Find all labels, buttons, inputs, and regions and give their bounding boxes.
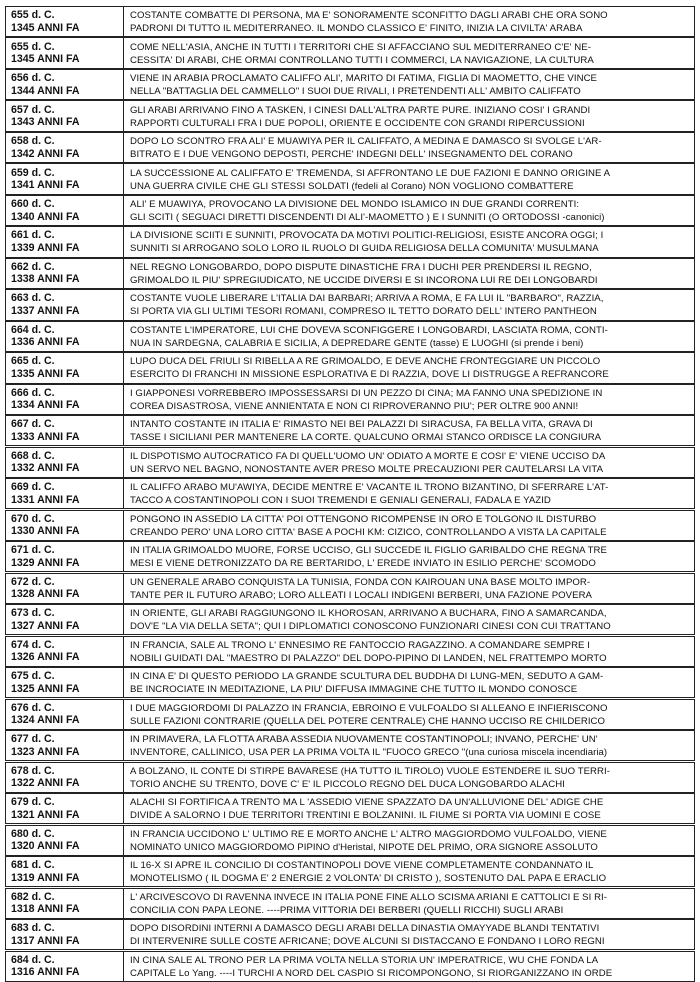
event-line: ALACHI SI FORTIFICA A TRENTO MA L 'ASSEDIO VIENE SPAZZATO DA UN'ALLUVIONE DEL' ADIGE CHE: [130, 797, 604, 809]
timeline-row: [5, 37, 695, 68]
years-ago-label: 1320 ANNI FA: [11, 840, 80, 853]
event-line: NELLA "BATTAGLIA DEL CAMMELLO" I SUOI DUE RIVALI, I PRETENDENTI ALL' AMBITO CALIFFATO: [130, 86, 581, 98]
years-ago-label: 1335 ANNI FA: [11, 367, 80, 380]
date-cell: [6, 952, 124, 981]
event-text: [124, 889, 694, 918]
years-ago-label: 1342 ANNI FA: [11, 147, 80, 160]
timeline-row: [5, 699, 695, 730]
event-line: DOV'E "LA VIA DELLA SETA"; QUI I DIPLOMATICI CONOSCONO FUNZIONARI CINESI CON CUI TRATTANO: [130, 621, 611, 633]
year-label: 667 d. C.: [11, 418, 55, 431]
year-label: 673 d. C.: [11, 607, 55, 620]
date-cell: [6, 196, 124, 225]
year-label: 681 d. C.: [11, 859, 55, 872]
event-text: [124, 794, 694, 823]
year-label: 680 d. C.: [11, 827, 55, 840]
years-ago-label: 1331 ANNI FA: [11, 493, 80, 506]
date-cell: [6, 133, 124, 162]
date-cell: [6, 857, 124, 886]
year-label: 669 d. C.: [11, 481, 55, 494]
date-cell: [6, 763, 124, 792]
date-cell: [6, 353, 124, 382]
date-cell: [6, 889, 124, 918]
date-cell: [6, 448, 124, 477]
year-label: 678 d. C.: [11, 764, 55, 777]
years-ago-label: 1322 ANNI FA: [11, 777, 80, 790]
date-cell: [6, 700, 124, 729]
year-label: 659 d. C.: [11, 166, 55, 179]
timeline-row: [5, 762, 695, 793]
event-line: GLI SCITI ( SEGUACI DIRETTI DISCENDENTI DI ALI'-MAOMETTO ) E I SUNNITI (O ORTODOSSI -canonici): [130, 212, 605, 223]
event-text: [124, 542, 694, 571]
timeline-row: [5, 384, 695, 415]
event-line: RAPPORTI CULTURALI FRA I DUE POPOLI, ORIENTE E OCCIDENTE CON GRANDI RIPERCUSSIONI: [130, 117, 585, 129]
event-text: [124, 763, 694, 792]
event-line: IL DISPOTISMO AUTOCRATICO FA DI QUELL'UOMO UN' ODIATO A MORTE E COSI' E' VIENE UCCISO DA: [130, 450, 606, 462]
event-text: [124, 385, 694, 414]
year-label: 657 d. C.: [11, 103, 55, 116]
year-label: 658 d. C.: [11, 135, 55, 148]
year-label: 663 d. C.: [11, 292, 55, 305]
years-ago-label: 1329 ANNI FA: [11, 556, 80, 569]
timeline-row: [5, 667, 695, 698]
event-line: GRIMOALDO IL PIU' SPREGIUDICATO, NE UCCIDE DIVERSI E SI INCORONA LUI RE DEI LONGOBARDI: [130, 274, 598, 286]
year-label: 666 d. C.: [11, 386, 55, 399]
event-line: DOPO LO SCONTRO FRA ALI' E MUAWIYA PER IL CALIFFATO, A MEDINA E DAMASCO SI SVOLGE L'AR-: [130, 136, 602, 148]
event-line: COREA DISASTROSA, VIENE ANNIENTATA E NON CI RIPROVERANNO PIU'; PER OLTRE 900 ANNI!: [130, 400, 579, 412]
event-line: CAPITALE Lo Yang. ----I TURCHI A NORD DEL CASPIO SI RICOMPONGONO, SI RIORGANIZZANO IN ORDE: [130, 967, 613, 979]
timeline-row: [5, 793, 695, 824]
timeline-row: [5, 510, 695, 541]
event-line: NEL REGNO LONGOBARDO, DOPO DISPUTE DINASTICHE FRA I DUCHI PER PRENDERSI IL REGNO,: [130, 261, 592, 273]
event-line: LA DIVISIONE SCIITI E SUNNITI, PROVOCATA DA MOTIVI POLITICI-RELIGIOSI, ESISTE ANCORA OGGI; I: [130, 230, 604, 242]
timeline-row: [5, 604, 695, 635]
event-line: I DUE MAGGIORDOMI DI PALAZZO IN FRANCIA, EBROINO E VULFOALDO SI ALLEANO E INFIERISCONO: [130, 702, 608, 714]
timeline-row: [5, 6, 695, 37]
timeline-row: [5, 258, 695, 289]
event-line: TANTE PER IL FUTURO ARABO; LORO ALLEATI I LOCALI INDIGENI BERBERI, UNA FAZIONE POVERA: [130, 589, 593, 601]
event-line: IN PRIMAVERA, LA FLOTTA ARABA ASSEDIA NUOVAMENTE COSTANTINOPOLI; INVANO, PERCHE' UN': [130, 734, 598, 746]
event-text: [124, 70, 694, 99]
event-text: [124, 605, 694, 634]
event-line: MESI E VIENE DETRONIZZATO DA RE BERTARIDO, L' EREDE INVIATO IN ESILIO PERCHE' SCOMODO: [130, 558, 596, 570]
timeline-row: [5, 573, 695, 604]
timeline-row: [5, 636, 695, 667]
year-label: 679 d. C.: [11, 796, 55, 809]
event-line: IN ORIENTE, GLI ARABI RAGGIUNGONO IL KHOROSAN, ARRIVANO A BUCHARA, FINO A SAMARCANDA,: [130, 608, 607, 620]
years-ago-label: 1321 ANNI FA: [11, 808, 80, 821]
event-line: NOMINATO UNICO MAGGIORDOMO PIPINO d'Heristal, NIPOTE DEL PRIMO, ORA SIGNORE ASSOLUTO: [130, 841, 598, 853]
event-line: CREANDO PERO' UNA LORO CITTA' BASE A POCHI KM: CIZICO, CONTROLLANDO A VISTA LA CAPITALE: [130, 526, 607, 538]
timeline-row: [5, 447, 695, 478]
event-line: PONGONO IN ASSEDIO LA CITTA' POI OTTENGONO RICOMPENSE IN ORO E TOLGONO IL DISTURBO: [130, 513, 597, 525]
year-label: 671 d. C.: [11, 544, 55, 557]
years-ago-label: 1338 ANNI FA: [11, 273, 80, 286]
timeline-row: [5, 352, 695, 383]
event-line: DI INTERVENIRE SULLE COSTE AFRICANE; DOVE ALCUNI SI DISTACCANO E FONDANO I LORO REGNI: [130, 936, 605, 948]
years-ago-label: 1319 ANNI FA: [11, 871, 80, 884]
event-text: [124, 290, 694, 319]
timeline-row: [5, 321, 695, 352]
event-text: [124, 322, 694, 351]
year-label: 655 d. C.: [11, 9, 55, 22]
year-label: 664 d. C.: [11, 323, 55, 336]
event-line: SUNNITI SI ARROGANO SOLO LORO IL RUOLO DI GUIDA RELIGIOSA DELLA COMUNITA' MUSULMANA: [130, 243, 599, 255]
event-text: [124, 857, 694, 886]
event-line: A BOLZANO, IL CONTE DI STIRPE BAVARESE (HA TUTTO IL TIROLO) VUOLE ESTENDERE IL SUO TERRI-: [130, 765, 610, 777]
years-ago-label: 1343 ANNI FA: [11, 116, 80, 129]
event-line: MONOTELISMO ( IL DOGMA E' 2 ENERGIE 2 VOLONTA' DI CRISTO ), SOSTENUTO DAL PAPA E ERACLIO: [130, 873, 607, 885]
event-line: IL 16-X SI APRE IL CONCILIO DI COSTANTINOPOLI DOVE VIENE COMPLETAMENTE CONDANNATO IL: [130, 860, 594, 872]
event-line: TORIO ANCHE SU TRENTO, DOVE C' E' IL PICCOLO REGNO DEL DUCA LONGOBARDO ALACHI: [130, 778, 565, 790]
event-text: [124, 637, 694, 666]
event-line: I GIAPPONESI VORREBBERO IMPOSSESSARSI DI UN PEZZO DI CINA; MA FANNO UNA SPEDIZIONE IN: [130, 387, 603, 399]
timeline-table: [5, 6, 695, 982]
years-ago-label: 1327 ANNI FA: [11, 619, 80, 632]
timeline-row: [5, 856, 695, 887]
timeline-row: [5, 69, 695, 100]
timeline-row: [5, 888, 695, 919]
date-cell: [6, 668, 124, 697]
years-ago-label: 1324 ANNI FA: [11, 714, 80, 727]
years-ago-label: 1340 ANNI FA: [11, 210, 80, 223]
event-line: ALI' E MUAWIYA, PROVOCANO LA DIVISIONE DEL MONDO ISLAMICO IN DUE GRANDI CORRENTI:: [130, 199, 580, 210]
year-label: 683 d. C.: [11, 922, 55, 935]
date-cell: [6, 574, 124, 603]
year-label: 662 d. C.: [11, 260, 55, 273]
event-text: [124, 511, 694, 540]
timeline-row: [5, 478, 695, 509]
years-ago-label: 1326 ANNI FA: [11, 651, 80, 664]
years-ago-label: 1337 ANNI FA: [11, 304, 80, 317]
year-label: 661 d. C.: [11, 229, 55, 242]
year-label: 655 d. C.: [11, 40, 55, 53]
year-label: 670 d. C.: [11, 512, 55, 525]
timeline-row: [5, 415, 695, 446]
event-line: ESERCITO DI FRANCHI IN MISSIONE ESPLORATIVA E DI RAZZIA, DOVE LI DISTRUGGE A REFRANCORE: [130, 369, 609, 381]
date-cell: [6, 164, 124, 193]
date-cell: [6, 826, 124, 855]
event-text: [124, 164, 694, 193]
years-ago-label: 1330 ANNI FA: [11, 525, 80, 538]
event-text: [124, 101, 694, 130]
event-line: UN GENERALE ARABO CONQUISTA LA TUNISIA, FONDA CON KAIROUAN UNA BASE MOLTO IMPOR-: [130, 576, 591, 588]
years-ago-label: 1336 ANNI FA: [11, 336, 80, 349]
event-text: [124, 353, 694, 382]
event-line: INTANTO COSTANTE IN ITALIA E' RIMASTO NEI BEI PALAZZI DI SIRACUSA, FA BELLA VITA, GRAVA DI: [130, 419, 593, 431]
timeline-row: [5, 132, 695, 163]
date-cell: [6, 227, 124, 256]
date-cell: [6, 920, 124, 949]
event-line: GLI ARABI ARRIVANO FINO A TASKEN, I CINESI DALL'ALTRA PARTE PURE. INIZIANO COSI' I GRANDI: [130, 104, 591, 116]
date-cell: [6, 7, 124, 36]
event-line: BITRATO E I DUE VENGONO DEPOSTI, PERCHE' INDEGNI DELL' INSEGNAMENTO DEL CORANO: [130, 149, 573, 161]
event-line: INVENTORE, CALLINICO, USA PER LA PRIMA VOLTA IL "FUOCO GRECO "(una curiosa miscela incendiaria): [130, 747, 608, 759]
years-ago-label: 1317 ANNI FA: [11, 934, 80, 947]
year-label: 672 d. C.: [11, 575, 55, 588]
event-text: [124, 920, 694, 949]
date-cell: [6, 70, 124, 99]
event-line: TACCO A COSTANTINOPOLI CON I SUOI TREMENDI E GENIALI GENERALI, FADALA E YAZID: [130, 495, 551, 507]
event-text: [124, 259, 694, 288]
event-text: [124, 479, 694, 508]
event-line: IN FRANCIA UCCIDONO L' ULTIMO RE E MORTO ANCHE L' ALTRO MAGGIORDOMO VULFOALDO, VIENE: [130, 828, 607, 840]
event-line: LA SUCCESSIONE AL CALIFFATO E' TREMENDA, SI AFFRONTANO LE DUE FAZIONI E DANNO ORIGINE A: [130, 167, 611, 179]
years-ago-label: 1318 ANNI FA: [11, 903, 80, 916]
date-cell: [6, 511, 124, 540]
event-line: COME NELL'ASIA, ANCHE IN TUTTI I TERRITORI CHE SI AFFACCIANO SUL MEDITERRANEO C'E' NE-: [130, 41, 591, 53]
event-line: TASSE I SICILIANI PER MANTENERE LA CORTE. QUALCUNO ORMAI STANCO ORDISCE LA CONGIURA: [130, 432, 602, 444]
event-text: [124, 133, 694, 162]
date-cell: [6, 259, 124, 288]
date-cell: [6, 290, 124, 319]
years-ago-label: 1325 ANNI FA: [11, 682, 80, 695]
date-cell: [6, 479, 124, 508]
event-text: [124, 196, 694, 225]
years-ago-label: 1344 ANNI FA: [11, 84, 80, 97]
timeline-row: [5, 541, 695, 572]
event-text: [124, 731, 694, 760]
year-label: 682 d. C.: [11, 890, 55, 903]
years-ago-label: 1339 ANNI FA: [11, 241, 80, 254]
year-label: 668 d. C.: [11, 449, 55, 462]
event-line: IN FRANCIA, SALE AL TRONO L' ENNESIMO RE FANTOCCIO RAGAZZINO. A COMANDARE SEMPRE I: [130, 639, 590, 651]
years-ago-label: 1316 ANNI FA: [11, 966, 80, 979]
event-line: COSTANTE VUOLE LIBERARE L'ITALIA DAI BARBARI; ARRIVA A ROMA, E FA LUI IL "BARBARO", RAZZIA,: [130, 293, 604, 305]
event-line: SI PORTA VIA GLI ULTIMI TESORI ROMANI, COMPRESO IL TETTO DORATO DELL' INTERO PANTHEON: [130, 306, 597, 318]
year-label: 674 d. C.: [11, 638, 55, 651]
date-cell: [6, 38, 124, 67]
timeline-row: [5, 289, 695, 320]
timeline-row: [5, 195, 695, 226]
event-text: [124, 7, 694, 36]
year-label: 665 d. C.: [11, 355, 55, 368]
event-line: DIVIDE A SALORNO I DUE TERRITORI TRENTINI E BOLZANINI. IL FIUME SI PORTA VIA UOMINI E COSE: [130, 810, 601, 822]
years-ago-label: 1333 ANNI FA: [11, 430, 80, 443]
years-ago-label: 1345 ANNI FA: [11, 53, 80, 66]
date-cell: [6, 322, 124, 351]
year-label: 684 d. C.: [11, 953, 55, 966]
event-line: IN ITALIA GRIMOALDO MUORE, FORSE UCCISO, GLI SUCCEDE IL FIGLIO GARIBALDO CHE REGNA TRE: [130, 545, 607, 557]
date-cell: [6, 637, 124, 666]
event-line: IN CINA E' DI QUESTO PERIODO LA GRANDE SCULTURA DEL BUDDHA DI LUNG-MEN, SEDUTO A GAM-: [130, 671, 604, 683]
timeline-row: [5, 730, 695, 761]
year-label: 675 d. C.: [11, 670, 55, 683]
event-line: COSTANTE L'IMPERATORE, LUI CHE DOVEVA SCONFIGGERE I LONGOBARDI, LASCIATA ROMA, CONTI-: [130, 324, 608, 336]
year-label: 677 d. C.: [11, 733, 55, 746]
date-cell: [6, 101, 124, 130]
years-ago-label: 1328 ANNI FA: [11, 588, 80, 601]
year-label: 676 d. C.: [11, 701, 55, 714]
year-label: 656 d. C.: [11, 72, 55, 85]
date-cell: [6, 731, 124, 760]
years-ago-label: 1345 ANNI FA: [11, 21, 80, 34]
event-text: [124, 227, 694, 256]
year-label: 660 d. C.: [11, 198, 55, 210]
event-line: NUA IN SARDEGNA, CALABRIA E SICILIA, A DEPREDARE GENTE (tasse) E LUOGHI (si prende i beni): [130, 337, 584, 349]
date-cell: [6, 542, 124, 571]
event-line: UNA GUERRA CIVILE CHE GLI STESSI SOLDATI (fedeli al Corano) NON VOGLIONO COMBATTERE: [130, 180, 574, 192]
event-line: IL CALIFFO ARABO MU'AWIYA, DECIDE MENTRE E' VACANTE IL TRONO BIZANTINO, DI SFERRARE L'AT-: [130, 482, 609, 494]
event-line: L' ARCIVESCOVO DI RAVENNA INVECE IN ITALIA PONE FINE ALLO SCISMA ARIANI E CATTOLICI E SI RI-: [130, 891, 608, 903]
timeline-row: [5, 100, 695, 131]
event-text: [124, 416, 694, 445]
event-text: [124, 700, 694, 729]
date-cell: [6, 794, 124, 823]
event-line: UN SERVO NEL BAGNO, NONOSTANTE AVER PRESO MOLTE PRECAUZIONI PER CAUTELARSI LA VITA: [130, 463, 604, 475]
years-ago-label: 1341 ANNI FA: [11, 179, 80, 192]
timeline-row: [5, 163, 695, 194]
event-line: SULLE FAZIONI CONTRARIE (QUELLA DEL POTERE CENTRALE) CHE HANNO UCCISO RE CHILDERICO: [130, 715, 606, 727]
event-line: CONCILIA CON PAPA LEONE. ----PRIMA VITTORIA DEI BERBERI (QUELLI RICCHI) SUGLI ARABI: [130, 904, 564, 916]
event-text: [124, 826, 694, 855]
event-line: COSTANTE COMBATTE DI PERSONA, MA E' SONORAMENTE SCONFITTO DAGLI ARABI CHE ORA SONO: [130, 10, 608, 22]
event-line: CESSITA' DI ARABI, CHE ORMAI CONTROLLANO TUTTI I COMMERCI, LA NAVIGAZIONE, LA CULTURA: [130, 54, 594, 66]
event-line: PADRONI DI TUTTO IL MEDITERRANEO. IL MONDO CLASSICO E' FINITO, INIZIA LA CIVILTA' ARABA: [130, 23, 583, 35]
timeline-row: [5, 825, 695, 856]
event-line: NOBILI GUIDATI DAL "MAESTRO DI PALAZZO" DEL DOPO-PIPINO DI LANDEN, NEL FRATTEMPO MORTO: [130, 652, 607, 664]
event-text: [124, 448, 694, 477]
event-text: [124, 668, 694, 697]
date-cell: [6, 385, 124, 414]
years-ago-label: 1332 ANNI FA: [11, 462, 80, 475]
event-line: LUPO DUCA DEL FRIULI SI RIBELLA A RE GRIMOALDO, E DEVE ANCHE FRONTEGGIARE UN PICCOLO: [130, 356, 601, 368]
event-line: DOPO DISORDINI INTERNI A DAMASCO DEGLI ARABI DELLA DINASTIA OMAYYADE BLANDI TENTATIVI: [130, 923, 600, 935]
event-text: [124, 38, 694, 67]
event-line: BE INCROCIATE IN MEDITAZIONE, LA PIU' DIFFUSA IMMAGINE CHE TUTTO IL MONDO CONOSCE: [130, 684, 578, 696]
timeline-row: [5, 226, 695, 257]
event-line: IN CINA SALE AL TRONO PER LA PRIMA VOLTA NELLA STORIA UN' IMPERATRICE, WU CHE FONDA LA: [130, 954, 599, 966]
timeline-row: [5, 919, 695, 950]
date-cell: [6, 416, 124, 445]
timeline-row: [5, 951, 695, 982]
date-cell: [6, 605, 124, 634]
event-text: [124, 574, 694, 603]
event-line: VIENE IN ARABIA PROCLAMATO CALIFFO ALI', MARITO DI FATIMA, FIGLIA DI MAOMETTO, CHE VINCE: [130, 73, 597, 85]
years-ago-label: 1323 ANNI FA: [11, 745, 80, 758]
years-ago-label: 1334 ANNI FA: [11, 399, 80, 412]
event-text: [124, 952, 694, 981]
